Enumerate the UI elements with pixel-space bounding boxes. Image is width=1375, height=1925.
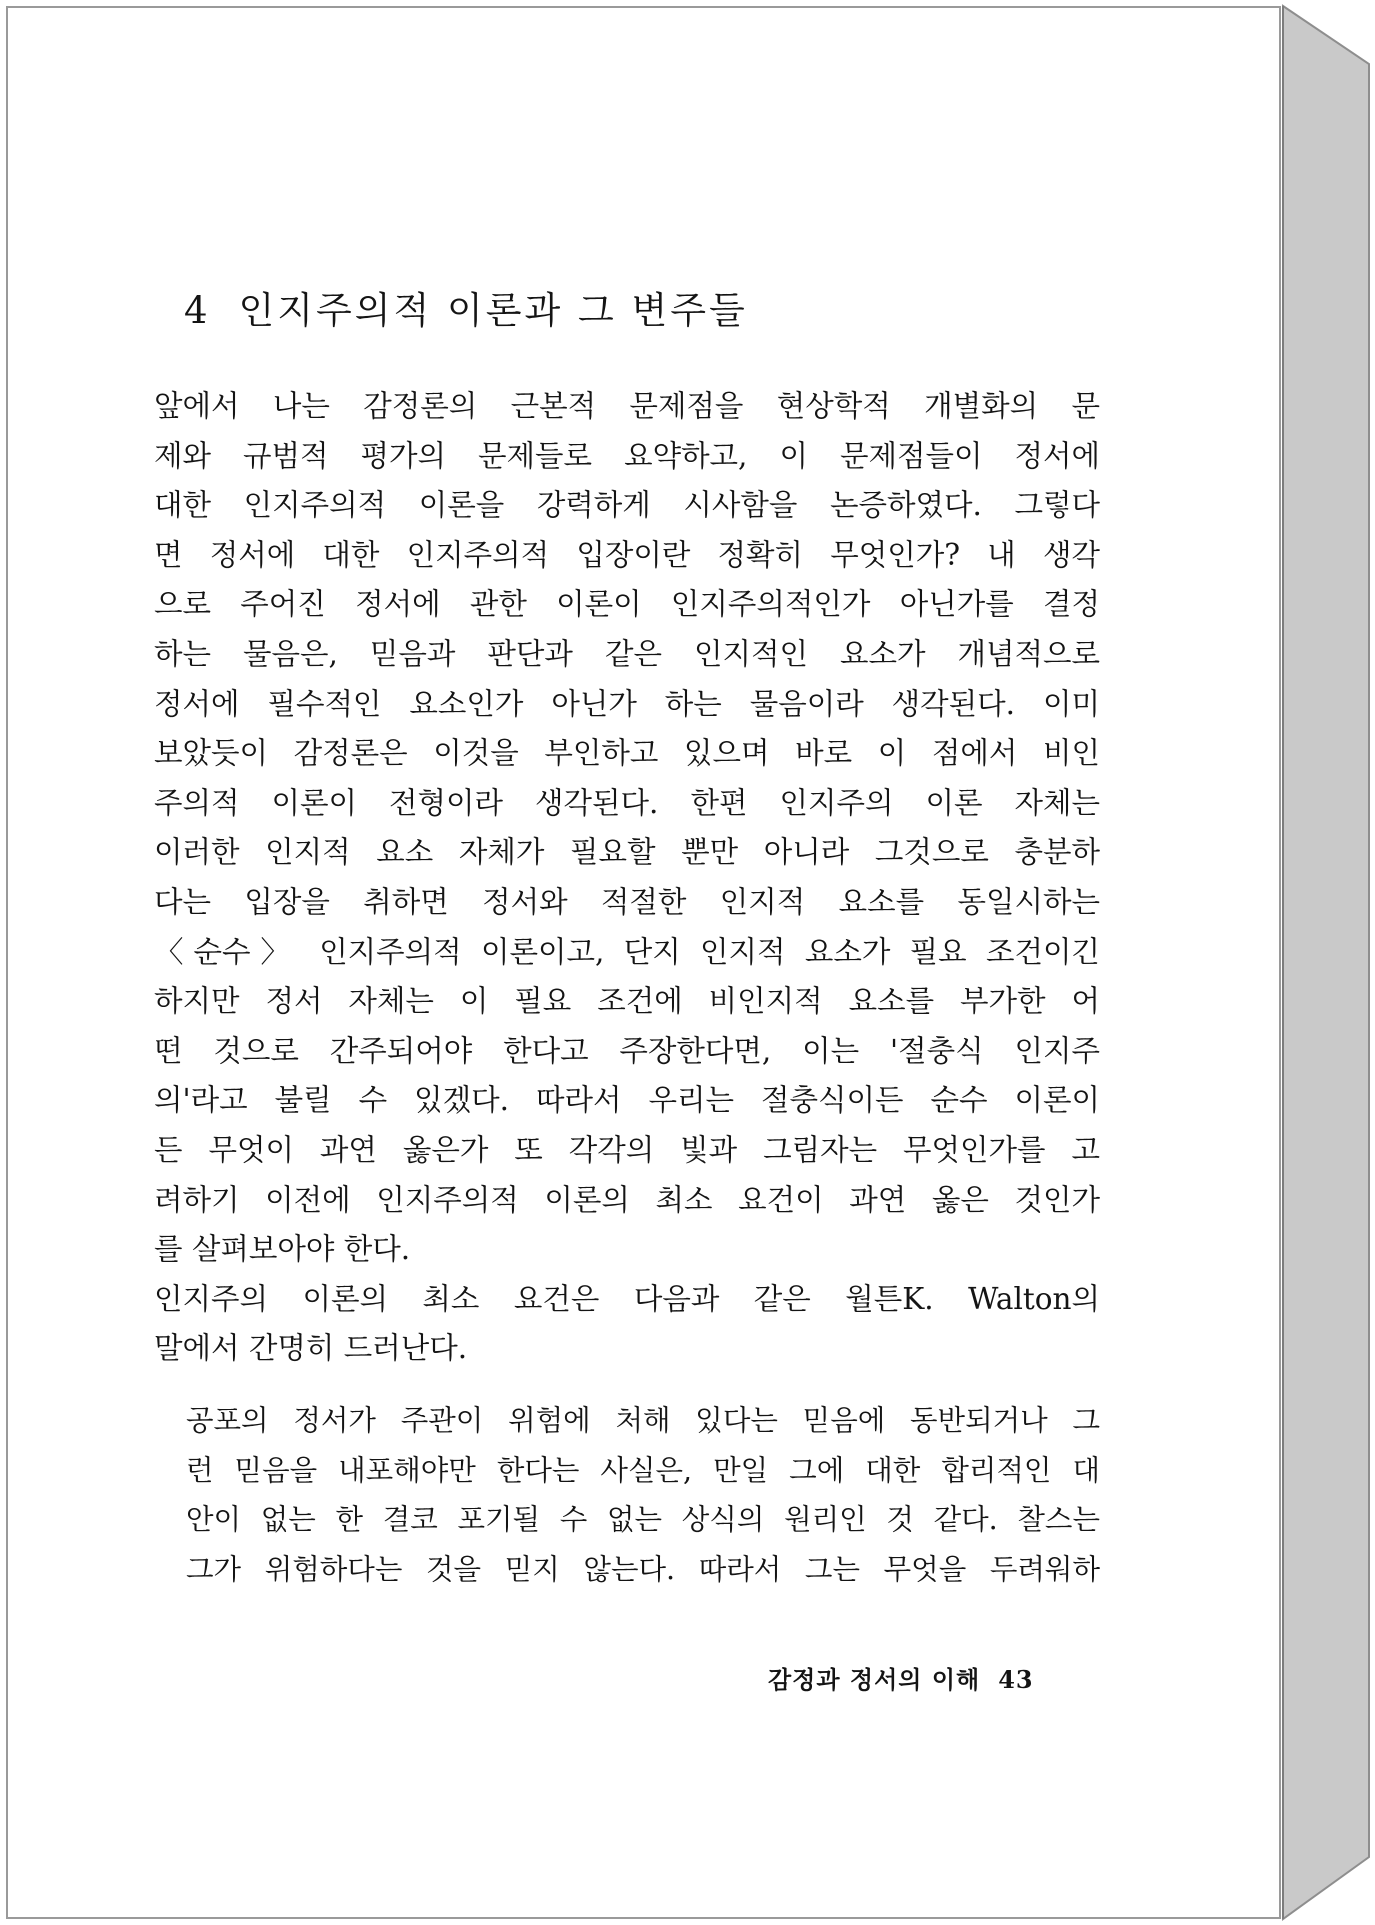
text-line: 말에서 간명히 드러난다.: [154, 1331, 468, 1366]
text-line: 정서에 필수적인 요소인가 아닌가 하는 물음이라 생각된다. 이미: [154, 686, 1100, 721]
footer-book-title: 감정과 정서의 이해: [768, 1665, 981, 1694]
block-quote: [186, 1396, 1100, 1594]
text-line: 대한 인지주의적 이론을 강력하게 시사함을 논증하였다. 그렇다: [154, 488, 1100, 523]
text-line: 주의적 이론이 전형이라 생각된다. 한편 인지주의 이론 자체는: [154, 785, 1100, 820]
quote-line: 런 믿음을 내포해야만 한다는 사실은, 만일 그에 대한 합리적인 대: [186, 1453, 1100, 1487]
text-line: 면 정서에 대한 인지주의적 입장이란 정확히 무엇인가? 내 생각: [154, 537, 1100, 572]
text-line: 하는 물음은, 믿음과 판단과 같은 인지적인 요소가 개념적으로: [154, 636, 1100, 671]
page-number: 43: [998, 1665, 1034, 1694]
running-footer: [768, 1660, 1034, 1695]
text-line: 앞에서 나는 감정론의 근본적 문제점을 현상학적 개별화의 문: [154, 389, 1100, 423]
text-line: 하지만 정서 자체는 이 필요 조건에 비인지적 요소를 부가한 어: [154, 984, 1100, 1019]
text-line: 의'라고 불릴 수 있겠다. 따라서 우리는 절충식이든 순수 이론이: [154, 1083, 1100, 1118]
text-line: 다는 입장을 취하면 정서와 적절한 인지적 요소를 동일시하는: [154, 884, 1100, 919]
text-line: 떤 것으로 간주되어야 한다고 주장한다면, 이는 '절충식 인지주: [154, 1033, 1100, 1068]
text-line: 려하기 이전에 인지주의적 이론의 최소 요건이 과연 옳은 것인가: [154, 1182, 1100, 1217]
text-line: 보았듯이 감정론은 이것을 부인하고 있으며 바로 이 점에서 비인: [154, 736, 1100, 771]
chapter-heading: [184, 280, 748, 334]
quote-line: 공포의 정서가 주관이 위험에 처해 있다는 믿음에 동반되거나 그: [186, 1404, 1100, 1437]
book-page: [6, 6, 1281, 1919]
quote-line: 안이 없는 한 결코 포기될 수 없는 상식의 원리인 것 같다. 찰스는: [186, 1503, 1100, 1537]
text-line: 〈순수〉 인지주의적 이론이고, 단지 인지적 요소가 필요 조건이긴: [154, 934, 1100, 969]
chapter-number: 4: [184, 289, 211, 332]
text-line: 인지주의 이론의 최소 요건은 다음과 같은 월튼K. Walton의: [154, 1281, 1100, 1316]
text-line: 를 살펴보아야 한다.: [154, 1232, 411, 1267]
text-line: 든 무엇이 과연 옳은가 또 각각의 빛과 그림자는 무엇인가를 고: [154, 1132, 1100, 1167]
text-line: 제와 규범적 평가의 문제들로 요약하고, 이 문제점들이 정서에: [154, 438, 1100, 473]
paragraph-1: [154, 382, 1100, 1374]
chapter-title: 인지주의적 이론과 그 변주들: [238, 289, 748, 332]
quote-line: 그가 위험하다는 것을 믿지 않는다. 따라서 그는 무엇을 두려워하: [186, 1552, 1100, 1586]
text-line: 으로 주어진 정서에 관한 이론이 인지주의적인가 아닌가를 결정: [154, 587, 1100, 622]
text-line: 이러한 인지적 요소 자체가 필요할 뿐만 아니라 그것으로 충분하: [154, 835, 1100, 870]
